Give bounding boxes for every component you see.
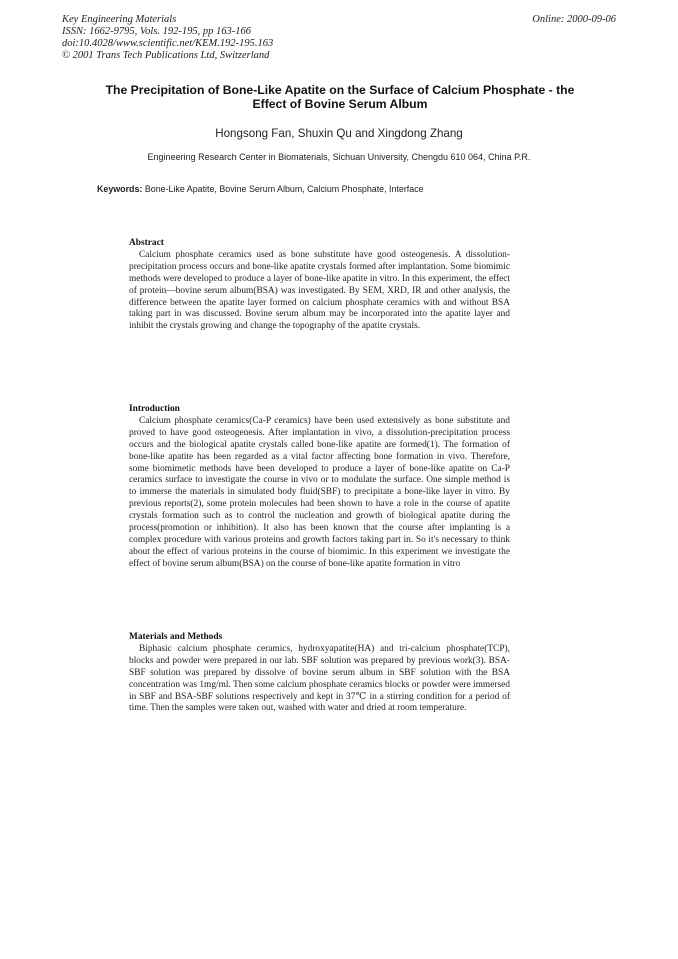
methods-text: Biphasic calcium phosphate ceramics, hydroxyapatite(HA) and tri-calcium phosphate(TCP), blocks and powder were prepared in our lab. SBF solution was prepared by previous work(3). BSA-SBF solution was prepared by dissolve of bovine serum album in SBF solution with the BSA concentration was 1mg/ml. Then some calcium phosphate ceramics blocks or powder were immersed in SBF and BSA-SBF solutions respectively and kept in 37℃ in a stirring condition for a period of time. Then the samples were taken out, washed with water and dried at room temperature. xyxy=(129,643,510,714)
issn-line: ISSN: 1662-9795, Vols. 192-195, pp 163-166 xyxy=(62,26,251,37)
methods-section xyxy=(129,632,510,715)
paper-authors: Hongsong Fan, Shuxin Qu and Xingdong Zhang xyxy=(215,127,463,140)
keywords-text: Bone-Like Apatite, Bovine Serum Album, Calcium Phosphate, Interface xyxy=(144,184,424,194)
journal-header xyxy=(62,14,273,62)
copyright-line: © 2001 Trans Tech Publications Ltd, Switzerland xyxy=(62,50,270,61)
keywords-line xyxy=(97,184,424,194)
methods-heading: Materials and Methods xyxy=(129,632,223,642)
introduction-section xyxy=(129,404,510,571)
abstract-section xyxy=(129,238,510,333)
introduction-heading: Introduction xyxy=(129,404,180,414)
keywords-label: Keywords: xyxy=(97,184,143,194)
doi-line: doi:10.4028/www.scientific.net/KEM.192-195.163 xyxy=(62,38,274,49)
paper-affiliation: Engineering Research Center in Biomaterials, Sichuan University, Chengdu 610 064, China P.R. xyxy=(147,152,531,162)
introduction-text: Calcium phosphate ceramics(Ca-P ceramics) have been used extensively as bone substitute and proved to have good osteogenesis. After implantation in vivo, a dissolution-precipitation process occurs and the biological apatite crystals called bone-like apatite are formed(1). The formation of bone-like apatite has been regarded as a vital factor affecting bone formation in vivo. Therefore, some biomimetic methods have been developed to produce a layer of bone-like apatite on Ca-P ceramics surface to investigate the course in vivo or to modulate the surface. One simple method is to immerse the materials in simulated body fluid(SBF) to precipitate a bone-like layer in vitro. By previous reports(2), some protein molecules had been shown to have a role in the course of apatite crystals formation such as to control the nucleation and growth of biological apatite during the process(promotion or inhibition). It also has been known that the course after implanting is a complex procedure with various proteins and growth factors taking part in. So it's necessary to think about the effect of various proteins in the course of biomimic. In this experiment we investigate the effect of bovine serum album(BSA) on the course of bone-like apatite formation in vitro xyxy=(129,415,510,569)
paper-title: The Precipitation of Bone-Like Apatite on the Surface of Calcium Phosphate - the Effect of Bovine Serum Album xyxy=(105,83,575,111)
online-date: Online: 2000-09-06 xyxy=(532,14,616,25)
journal-name: Key Engineering Materials xyxy=(62,14,177,25)
abstract-text: Calcium phosphate ceramics used as bone substitute have good osteogenesis. A dissolution-precipitation process occurs and bone-like apatite crystals formed after implantation. Some biomimic methods were developed to produce a layer of bone-like apatite in vitro. In this experiment, the effect of protein—bovine serum album(BSA) was investigated. By SEM, XRD, IR and other analysis, the difference between the apatite layer formed on calcium phosphate ceramics with and without BSA taking part in was discussed. Bovine serum album may be incorporated into the apatite layer and inhibit the crystals growing and change the topography of the apatite crystals. xyxy=(129,249,510,332)
abstract-heading: Abstract xyxy=(129,238,164,248)
